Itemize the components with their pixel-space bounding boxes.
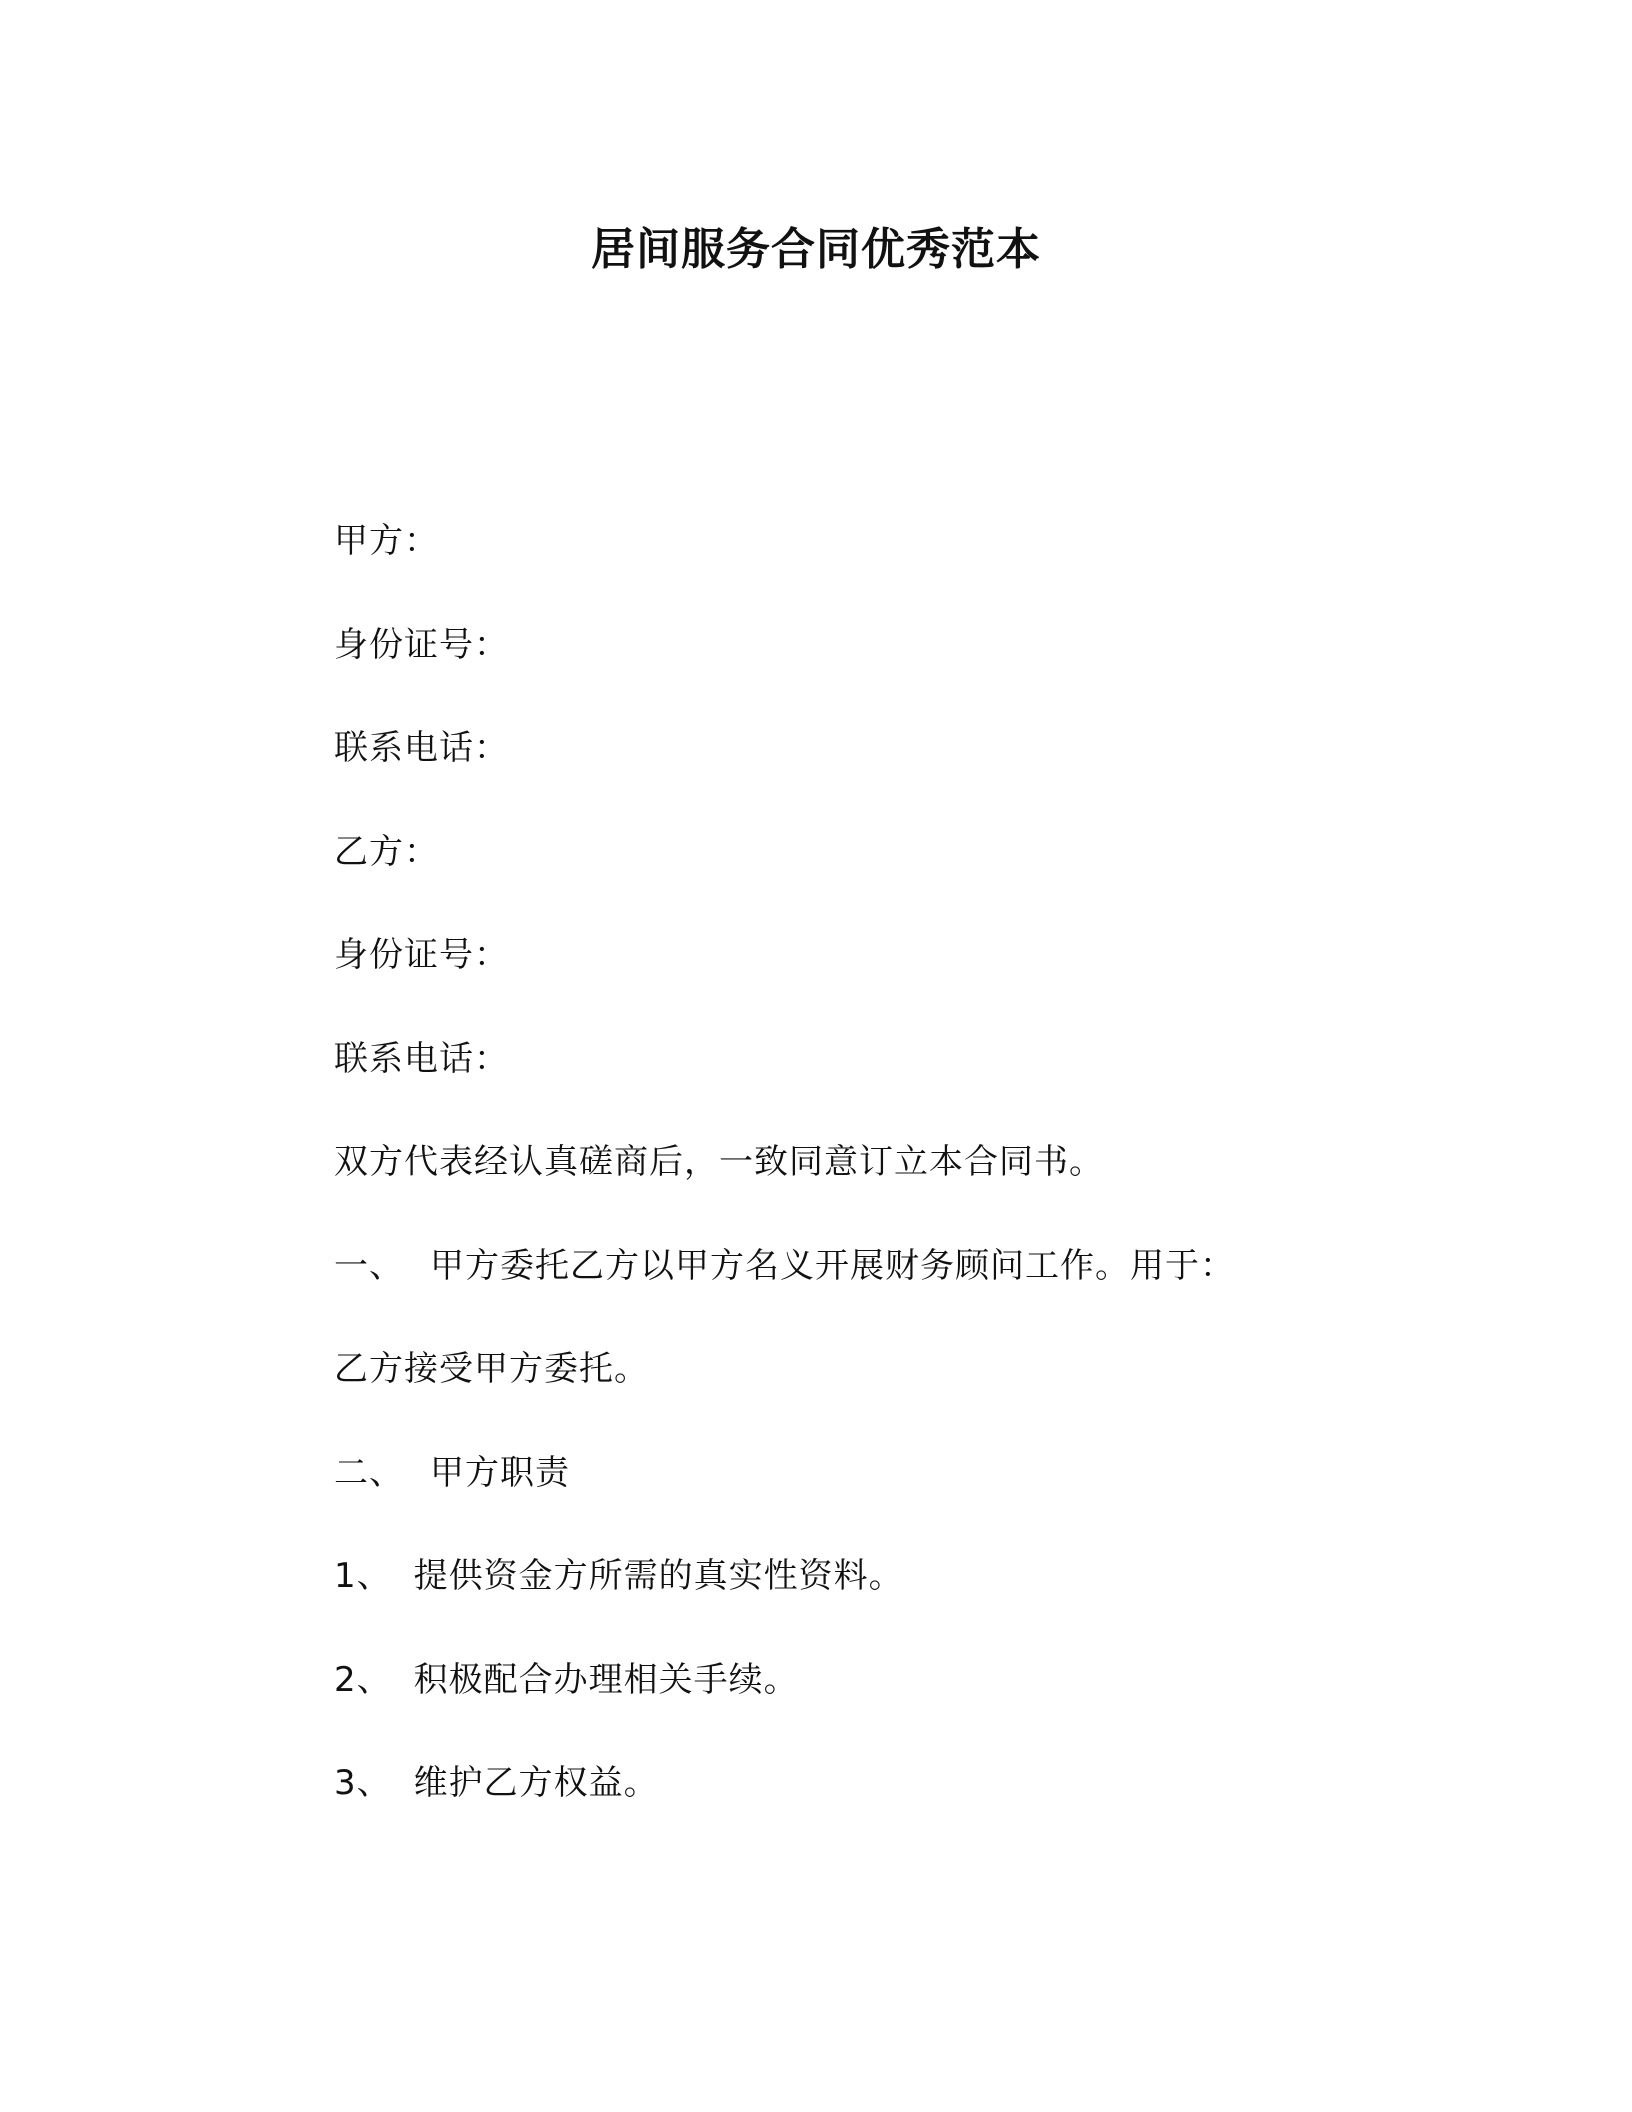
party-b-id-label: 身份证号： — [334, 935, 509, 975]
list-item — [334, 1732, 1354, 1836]
list-item — [334, 1525, 1354, 1629]
section-1-text: 甲方委托乙方以甲方名义开展财务顾问工作。用于： — [430, 1245, 1235, 1286]
party-a-id-label: 身份证号： — [334, 624, 509, 665]
list-item-number: 2、 — [334, 1659, 392, 1700]
party-a-phone-label: 联系电话： — [334, 728, 509, 768]
list-item-number: 1、 — [334, 1556, 392, 1596]
section-2-number: 二、 — [334, 1452, 404, 1493]
section-1 — [334, 1215, 1354, 1319]
party-b-phone-label: 联系电话： — [334, 1038, 509, 1079]
intro-paragraph: 双方代表经认真磋商后，一致同意订立本合同书。 — [334, 1142, 1104, 1182]
list-item — [334, 1629, 1354, 1733]
section-2-heading: 甲方职责 — [430, 1452, 570, 1493]
list-item-text: 积极配合办理相关手续。 — [413, 1659, 799, 1700]
document-title: 居间服务合同优秀范本 — [591, 224, 1041, 275]
party-b-label: 乙方： — [334, 831, 439, 872]
section-1-follow: 乙方接受甲方委托。 — [334, 1349, 649, 1389]
list-item-text: 维护乙方权益。 — [413, 1763, 659, 1803]
list-item-number: 3、 — [334, 1763, 392, 1803]
section-1-number: 一、 — [334, 1245, 404, 1286]
section-2 — [334, 1422, 1354, 1526]
list-item-text: 提供资金方所需的真实性资料。 — [413, 1556, 904, 1596]
party-a-label: 甲方： — [334, 521, 439, 561]
document-body — [334, 490, 1354, 1836]
